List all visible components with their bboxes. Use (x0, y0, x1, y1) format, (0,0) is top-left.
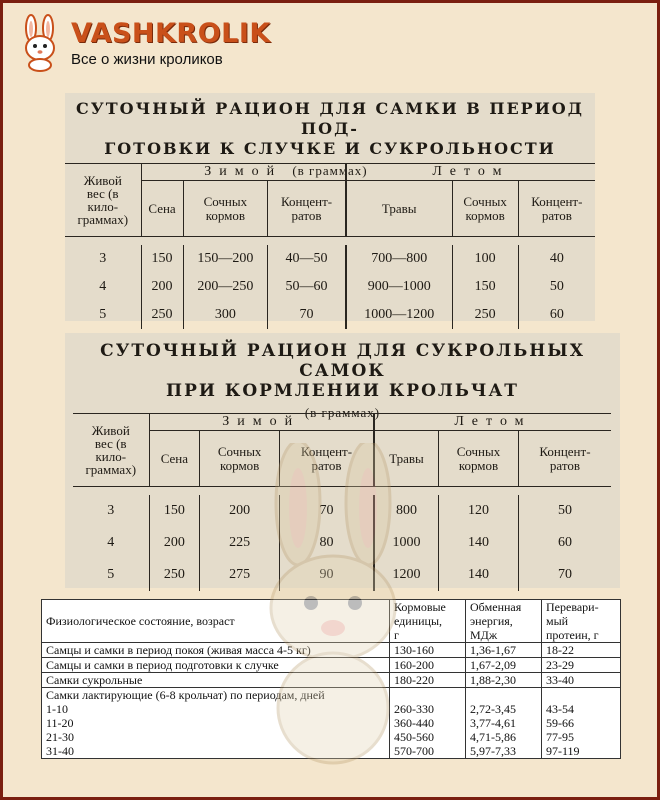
table-cell: 800 (374, 495, 439, 527)
table-cell: 200 (200, 495, 280, 527)
table-cell: 300 (183, 301, 268, 329)
table-cell: 60 (518, 527, 611, 559)
table-cell: 200 (141, 273, 183, 301)
lactating-header: Самки лактирующие (6-8 крольчат) по периодам, дней (46, 688, 325, 702)
col-succulent: Сочных кормов (452, 181, 518, 237)
spacer (470, 688, 537, 702)
period-value: 260-330 (394, 702, 434, 716)
table-cell: 140 (439, 559, 519, 591)
col-concentrate: Концент- ратов (280, 431, 374, 487)
table-cell: 1200 (374, 559, 439, 591)
table2-units: (в граммах) (304, 405, 381, 420)
col-concentrate: Концент- ратов (268, 181, 346, 237)
table-cell: 250 (141, 301, 183, 329)
table-cell: 100 (452, 245, 518, 273)
table-cell: 23-29 (542, 658, 621, 673)
period-value: 77-95 (546, 730, 574, 744)
table-cell: 3 (99, 250, 107, 266)
period-label: 31-40 (46, 744, 74, 758)
table-cell: 18-22 (542, 643, 621, 658)
table-cell: 1,88-2,30 (466, 673, 542, 688)
table1-title-line2: ГОТОВКИ К СЛУЧКЕ И СУКРОЛЬНОСТИ (104, 139, 556, 158)
period-value: 5,97-7,33 (470, 744, 516, 758)
table-cell: 150 (149, 495, 200, 527)
period-value: 450-560 (394, 730, 434, 744)
period-label: 11-20 (46, 716, 74, 730)
period-value: 3,77-4,61 (470, 716, 516, 730)
row-header: Живой вес (в кило- граммах) (65, 164, 141, 237)
table-cell: 250 (149, 559, 200, 591)
rabbit-logo-icon (15, 14, 65, 72)
col-succulent: Сочных кормов (183, 181, 268, 237)
table-cell: 160-200 (390, 658, 466, 673)
table-cell: 180-220 (390, 673, 466, 688)
table-cell (42, 688, 390, 759)
table2-title (65, 341, 620, 401)
table-row (65, 301, 595, 329)
table-cell: 50—60 (268, 273, 346, 301)
ration-table-preparation (65, 93, 595, 321)
table3-grid (41, 599, 621, 759)
spacer (546, 688, 616, 702)
col-energy: Обменная энергия, МДж (466, 600, 542, 643)
col-feed-units: Кормовые единицы, г (390, 600, 466, 643)
table-cell: 90 (280, 559, 374, 591)
table-cell: 60 (518, 301, 595, 329)
ration-table-pregnant (65, 333, 620, 588)
table-cell: 150—200 (183, 245, 268, 273)
table2-grid (73, 413, 611, 591)
table-cell: 200 (149, 527, 200, 559)
table-cell: 225 (200, 527, 280, 559)
table-row (42, 643, 621, 658)
period-value: 360-440 (394, 716, 434, 730)
table-cell: 900—1000 (346, 273, 452, 301)
table2-title-line2: ПРИ КОРМЛЕНИИ КРОЛЬЧАТ (166, 381, 519, 401)
table-cell: 80 (280, 527, 374, 559)
col-concentrate: Концент- ратов (518, 181, 595, 237)
table1-title (65, 99, 595, 159)
season-summer: Летом (374, 414, 611, 431)
period-value: 2,72-3,45 (470, 702, 516, 716)
table-cell: 40—50 (268, 245, 346, 273)
brand-name: VASHKROLIK (71, 17, 271, 49)
spacer-row (65, 237, 595, 245)
table-cell: 50 (518, 273, 595, 301)
col-protein: Перевари- мый протеин, г (542, 600, 621, 643)
season-winter: Зимой (149, 414, 374, 431)
table-cell: 1,36-1,67 (466, 643, 542, 658)
table-cell: Самки сукрольные (42, 673, 390, 688)
col-hay: Сена (141, 181, 183, 237)
table-cell: 5 (99, 306, 107, 322)
table-cell: 120 (439, 495, 519, 527)
table-cell: 130-160 (390, 643, 466, 658)
brand-header[interactable] (15, 13, 271, 73)
table-cell: 3 (107, 502, 115, 518)
table-row (65, 245, 595, 273)
table-row (73, 559, 611, 591)
table-cell: Самцы и самки в период подготовки к случке (42, 658, 390, 673)
table-cell: 140 (439, 527, 519, 559)
period-value: 43-54 (546, 702, 574, 716)
table-row (42, 658, 621, 673)
period-value: 570-700 (394, 744, 434, 758)
table-cell: 150 (452, 273, 518, 301)
table1-title-line1: СУТОЧНЫЙ РАЦИОН ДЛЯ САМКИ В ПЕРИОД ПОД- (76, 99, 584, 138)
table-cell: 150 (141, 245, 183, 273)
period-value: 59-66 (546, 716, 574, 730)
col-succulent: Сочных кормов (439, 431, 519, 487)
table-cell: Самцы и самки в период покоя (живая масса 4-5 кг) (42, 643, 390, 658)
table-row-lactating (42, 688, 621, 759)
table-cell: 1000 (374, 527, 439, 559)
col-grass: Травы (346, 181, 452, 237)
physiological-table (41, 599, 621, 759)
period-label: 21-30 (46, 730, 74, 744)
table-cell: 700—800 (346, 245, 452, 273)
table-cell: 40 (518, 245, 595, 273)
table-cell (390, 688, 466, 759)
table2-title-line1: СУТОЧНЫЙ РАЦИОН ДЛЯ СУКРОЛЬНЫХ САМОК (100, 341, 585, 381)
season-winter: Зимой (141, 164, 346, 181)
table-cell: 275 (200, 559, 280, 591)
table-cell: 1,67-2,09 (466, 658, 542, 673)
table-cell: 200—250 (183, 273, 268, 301)
period-value: 97-119 (546, 744, 580, 758)
table-cell: 5 (107, 566, 115, 582)
col-hay: Сена (149, 431, 200, 487)
table-row (65, 273, 595, 301)
table-cell: 70 (268, 301, 346, 329)
table1-units: (в граммах) (292, 163, 368, 178)
brand-tagline: Все о жизни кроликов (71, 50, 223, 68)
col-grass: Травы (374, 431, 439, 487)
table-row (73, 495, 611, 527)
table-cell: 1000—1200 (346, 301, 452, 329)
period-label: 1-10 (46, 702, 68, 716)
spacer-row (73, 487, 611, 495)
table-cell: 70 (518, 559, 611, 591)
period-value: 4,71-5,86 (470, 730, 516, 744)
spacer (394, 688, 461, 702)
table-cell: 70 (280, 495, 374, 527)
table-cell: 50 (518, 495, 611, 527)
table-row (73, 527, 611, 559)
col-succulent: Сочных кормов (200, 431, 280, 487)
table-cell: 250 (452, 301, 518, 329)
table-cell (542, 688, 621, 759)
row-header: Живой вес (в кило- граммах) (73, 414, 149, 487)
table-cell: 4 (107, 534, 115, 550)
season-summer: Летом (346, 164, 595, 181)
table-cell (466, 688, 542, 759)
table1-grid (65, 163, 595, 329)
table-cell: 33-40 (542, 673, 621, 688)
col-concentrate: Концент- ратов (518, 431, 611, 487)
table-cell: 4 (99, 278, 107, 294)
col-state: Физиологическое состояние, возраст (42, 600, 390, 643)
table-row (42, 673, 621, 688)
